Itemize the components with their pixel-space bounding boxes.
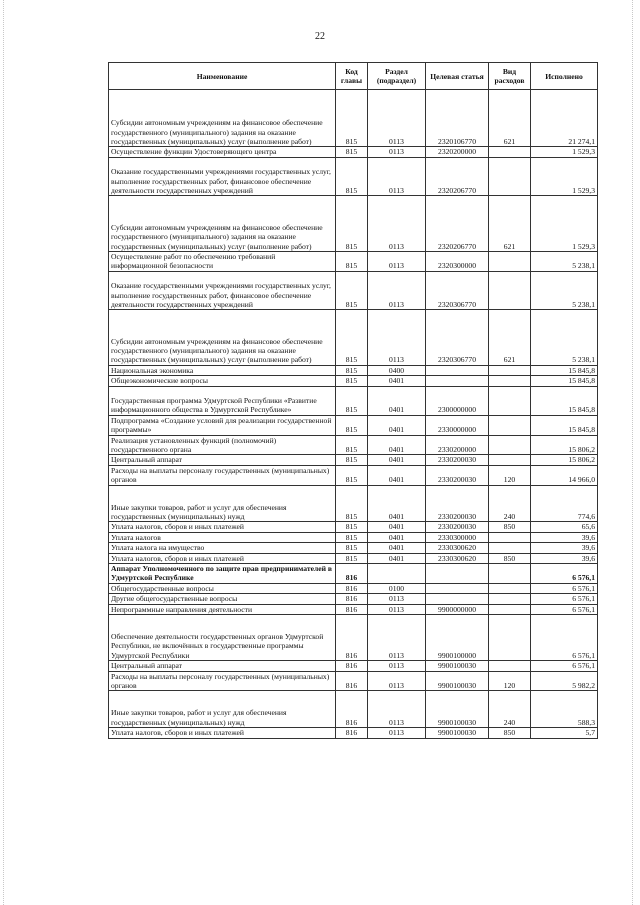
right-margin-dots	[632, 0, 634, 905]
table-row	[109, 455, 598, 465]
cell-done: 15 845,8	[531, 415, 598, 435]
cell-name: Субсидии автономным учреждениям на финансовое обеспечение государственного (муниципального) задания на оказание государственных (муниципальных) услуг (выполнение работ)	[109, 196, 336, 252]
cell-done: 15 806,2	[531, 455, 598, 465]
table-row	[109, 583, 598, 593]
cell-target: 2330200030	[426, 485, 489, 522]
column-header-section: Раздел (подраздел)	[368, 63, 426, 90]
cell-code: 815	[336, 553, 368, 563]
cell-code: 815	[336, 485, 368, 522]
cell-section: 0401	[368, 522, 426, 532]
table-row	[109, 522, 598, 532]
cell-type	[489, 604, 531, 614]
cell-type	[489, 615, 531, 661]
cell-name: Общегосударственные вопросы	[109, 583, 336, 593]
cell-section: 0401	[368, 553, 426, 563]
cell-done: 5 982,2	[531, 671, 598, 691]
cell-type	[489, 435, 531, 455]
cell-done: 1 529,3	[531, 196, 598, 252]
cell-type: 621	[489, 90, 531, 147]
cell-name: Уплата налогов, сборов и иных платежей	[109, 553, 336, 563]
table-row	[109, 310, 598, 366]
table-row	[109, 386, 598, 415]
cell-type: 240	[489, 691, 531, 728]
cell-section: 0100	[368, 583, 426, 593]
cell-type	[489, 583, 531, 593]
cell-type: 850	[489, 728, 531, 738]
table-row	[109, 485, 598, 522]
table-row	[109, 147, 598, 157]
cell-done: 6 576,1	[531, 594, 598, 604]
cell-target: 2330000000	[426, 415, 489, 435]
cell-name: Иные закупки товаров, работ и услуг для обеспечения государственных (муниципальных) нужд	[109, 691, 336, 728]
cell-code: 816	[336, 661, 368, 671]
cell-name: Другие общегосударственные вопросы	[109, 594, 336, 604]
cell-name: Обеспечение деятельности государственных органов Удмуртской Республики, не включённых в государственные программы Удмуртской Республики	[109, 615, 336, 661]
column-header-done: Исполнено	[531, 63, 598, 90]
cell-code: 815	[336, 310, 368, 366]
cell-name: Общеэкономические вопросы	[109, 376, 336, 386]
table-row	[109, 365, 598, 375]
cell-type	[489, 415, 531, 435]
cell-section: 0113	[368, 310, 426, 366]
cell-target: 2320300000	[426, 251, 489, 271]
cell-code: 815	[336, 386, 368, 415]
cell-code: 815	[336, 147, 368, 157]
cell-done: 6 576,1	[531, 615, 598, 661]
cell-name: Расходы на выплаты персоналу государственных (муниципальных) органов	[109, 465, 336, 485]
cell-type: 621	[489, 196, 531, 252]
cell-code: 815	[336, 157, 368, 196]
cell-name: Уплата налогов, сборов и иных платежей	[109, 728, 336, 738]
cell-done: 14 966,0	[531, 465, 598, 485]
table-row	[109, 671, 598, 691]
cell-type	[489, 455, 531, 465]
cell-code: 816	[336, 604, 368, 614]
cell-name: Непрограммные направления деятельности	[109, 604, 336, 614]
cell-done: 6 576,1	[531, 661, 598, 671]
left-margin-dots	[3, 0, 5, 905]
cell-name: Осуществление функции Удостоверяющего центра	[109, 147, 336, 157]
cell-section: 0401	[368, 415, 426, 435]
cell-target: 9900100030	[426, 671, 489, 691]
cell-done: 39,6	[531, 553, 598, 563]
cell-code: 816	[336, 564, 368, 584]
cell-target: 9900100000	[426, 615, 489, 661]
cell-code: 815	[336, 365, 368, 375]
cell-code: 815	[336, 522, 368, 532]
cell-target	[426, 564, 489, 584]
table-row	[109, 594, 598, 604]
cell-name: Иные закупки товаров, работ и услуг для обеспечения государственных (муниципальных) нужд	[109, 485, 336, 522]
cell-name: Уплата налога на имущество	[109, 543, 336, 553]
table-row	[109, 376, 598, 386]
table-row	[109, 415, 598, 435]
cell-section: 0113	[368, 271, 426, 310]
cell-code: 815	[336, 90, 368, 147]
table-row	[109, 435, 598, 455]
cell-target	[426, 376, 489, 386]
cell-section: 0113	[368, 728, 426, 738]
cell-code: 816	[336, 615, 368, 661]
cell-type	[489, 543, 531, 553]
cell-target: 9900100030	[426, 728, 489, 738]
cell-type	[489, 532, 531, 542]
cell-section: 0401	[368, 532, 426, 542]
cell-target: 9900100030	[426, 661, 489, 671]
cell-target	[426, 583, 489, 593]
cell-name: Субсидии автономным учреждениям на финансовое обеспечение государственного (муниципального) задания на оказание государственных (муниципальных) услуг (выполнение работ)	[109, 90, 336, 147]
cell-section: 0113	[368, 147, 426, 157]
cell-target: 9900000000	[426, 604, 489, 614]
column-header-name: Наименование	[109, 63, 336, 90]
cell-done: 1 529,3	[531, 147, 598, 157]
cell-section: 0401	[368, 376, 426, 386]
cell-code: 816	[336, 671, 368, 691]
cell-section: 0113	[368, 251, 426, 271]
column-header-code: Код главы	[336, 63, 368, 90]
cell-target: 9900100030	[426, 691, 489, 728]
cell-section: 0113	[368, 604, 426, 614]
cell-done: 5 238,1	[531, 310, 598, 366]
table-row	[109, 691, 598, 728]
table-row	[109, 553, 598, 563]
table-row	[109, 615, 598, 661]
cell-section: 0113	[368, 157, 426, 196]
cell-type	[489, 594, 531, 604]
cell-name: Центральный аппарат	[109, 661, 336, 671]
cell-section: 0113	[368, 661, 426, 671]
cell-target: 2320200000	[426, 147, 489, 157]
cell-target	[426, 594, 489, 604]
cell-code: 815	[336, 271, 368, 310]
cell-section: 0401	[368, 465, 426, 485]
cell-section: 0401	[368, 435, 426, 455]
cell-code: 816	[336, 691, 368, 728]
cell-code: 815	[336, 251, 368, 271]
cell-done: 5,7	[531, 728, 598, 738]
cell-done: 65,6	[531, 522, 598, 532]
table-header	[109, 63, 598, 90]
cell-type: 850	[489, 553, 531, 563]
cell-section: 0113	[368, 691, 426, 728]
cell-code: 815	[336, 465, 368, 485]
cell-type	[489, 251, 531, 271]
cell-type	[489, 661, 531, 671]
cell-type: 621	[489, 310, 531, 366]
cell-name: Расходы на выплаты персоналу государственных (муниципальных) органов	[109, 671, 336, 691]
cell-section: 0113	[368, 196, 426, 252]
cell-done: 21 274,1	[531, 90, 598, 147]
cell-type	[489, 386, 531, 415]
cell-done: 39,6	[531, 532, 598, 542]
cell-code: 816	[336, 583, 368, 593]
cell-done: 5 238,1	[531, 251, 598, 271]
cell-code: 815	[336, 543, 368, 553]
column-header-target: Целевая статья	[426, 63, 489, 90]
cell-name: Подпрограмма «Создание условий для реализации государственной программы»	[109, 415, 336, 435]
cell-name: Субсидии автономным учреждениям на финансовое обеспечение государственного (муниципального) задания на оказание государственных (муниципальных) услуг (выполнение работ)	[109, 310, 336, 366]
table-row	[109, 271, 598, 310]
cell-target: 2330300620	[426, 543, 489, 553]
cell-target	[426, 365, 489, 375]
cell-type: 240	[489, 485, 531, 522]
cell-done: 1 529,3	[531, 157, 598, 196]
cell-target: 2330300000	[426, 532, 489, 542]
cell-name: Уплата налогов, сборов и иных платежей	[109, 522, 336, 532]
cell-name: Центральный аппарат	[109, 455, 336, 465]
cell-target: 2320206770	[426, 196, 489, 252]
cell-code: 815	[336, 435, 368, 455]
cell-done: 774,6	[531, 485, 598, 522]
cell-section: 0401	[368, 543, 426, 553]
cell-done: 588,3	[531, 691, 598, 728]
cell-section: 0400	[368, 365, 426, 375]
column-header-type: Вид расходов	[489, 63, 531, 90]
table-row	[109, 532, 598, 542]
cell-done: 15 845,8	[531, 365, 598, 375]
cell-section: 0113	[368, 90, 426, 147]
cell-target: 2320306770	[426, 310, 489, 366]
cell-code: 815	[336, 455, 368, 465]
table-row	[109, 157, 598, 196]
cell-code: 815	[336, 415, 368, 435]
cell-name: Уплата налогов	[109, 532, 336, 542]
cell-target: 2330200000	[426, 435, 489, 455]
cell-code: 815	[336, 532, 368, 542]
table-row	[109, 465, 598, 485]
cell-section: 0401	[368, 455, 426, 465]
cell-target: 2330200030	[426, 455, 489, 465]
table-row	[109, 196, 598, 252]
cell-target: 2320306770	[426, 271, 489, 310]
cell-type	[489, 271, 531, 310]
table-row	[109, 564, 598, 584]
cell-name: Осуществление работ по обеспечению требований информационной безопасности	[109, 251, 336, 271]
table-row	[109, 90, 598, 147]
cell-target: 2330200030	[426, 465, 489, 485]
cell-done: 6 576,1	[531, 604, 598, 614]
cell-target: 2300000000	[426, 386, 489, 415]
cell-section: 0113	[368, 671, 426, 691]
cell-done: 5 238,1	[531, 271, 598, 310]
cell-done: 6 576,1	[531, 564, 598, 584]
cell-name: Национальная экономика	[109, 365, 336, 375]
cell-name: Оказание государственными учреждениями государственных услуг, выполнение государственных работ, финансовое обеспечение деятельности государственных учреждений	[109, 157, 336, 196]
cell-type	[489, 376, 531, 386]
cell-type: 120	[489, 465, 531, 485]
cell-type: 120	[489, 671, 531, 691]
table-body	[109, 90, 598, 739]
cell-target: 2330300620	[426, 553, 489, 563]
table-row	[109, 661, 598, 671]
cell-section: 0113	[368, 615, 426, 661]
cell-code: 816	[336, 728, 368, 738]
cell-done: 15 806,2	[531, 435, 598, 455]
table-row	[109, 604, 598, 614]
cell-name: Реализация установленных функций (полномочий) государственного органа	[109, 435, 336, 455]
cell-type: 850	[489, 522, 531, 532]
cell-type	[489, 365, 531, 375]
cell-section: 0401	[368, 386, 426, 415]
cell-section: 0113	[368, 594, 426, 604]
table-row	[109, 728, 598, 738]
cell-target: 2330200030	[426, 522, 489, 532]
cell-done: 15 845,8	[531, 386, 598, 415]
cell-done: 15 845,8	[531, 376, 598, 386]
cell-code: 815	[336, 376, 368, 386]
cell-target: 2320106770	[426, 90, 489, 147]
cell-code: 816	[336, 594, 368, 604]
cell-type	[489, 147, 531, 157]
cell-type	[489, 157, 531, 196]
cell-done: 39,6	[531, 543, 598, 553]
cell-type	[489, 564, 531, 584]
cell-code: 815	[336, 196, 368, 252]
cell-name: Оказание государственными учреждениями государственных услуг, выполнение государственных работ, финансовое обеспечение деятельности государственных учреждений	[109, 271, 336, 310]
cell-section	[368, 564, 426, 584]
cell-target: 2320206770	[426, 157, 489, 196]
budget-table	[108, 62, 598, 739]
cell-name: Аппарат Уполномоченного по защите прав предпринимателей в Удмуртской Республике	[109, 564, 336, 584]
cell-name: Государственная программа Удмуртской Республики «Развитие информационного общества в Удмуртской Республике»	[109, 386, 336, 415]
table-row	[109, 251, 598, 271]
page-number: 22	[315, 31, 325, 42]
cell-done: 6 576,1	[531, 583, 598, 593]
cell-section: 0401	[368, 485, 426, 522]
table-row	[109, 543, 598, 553]
